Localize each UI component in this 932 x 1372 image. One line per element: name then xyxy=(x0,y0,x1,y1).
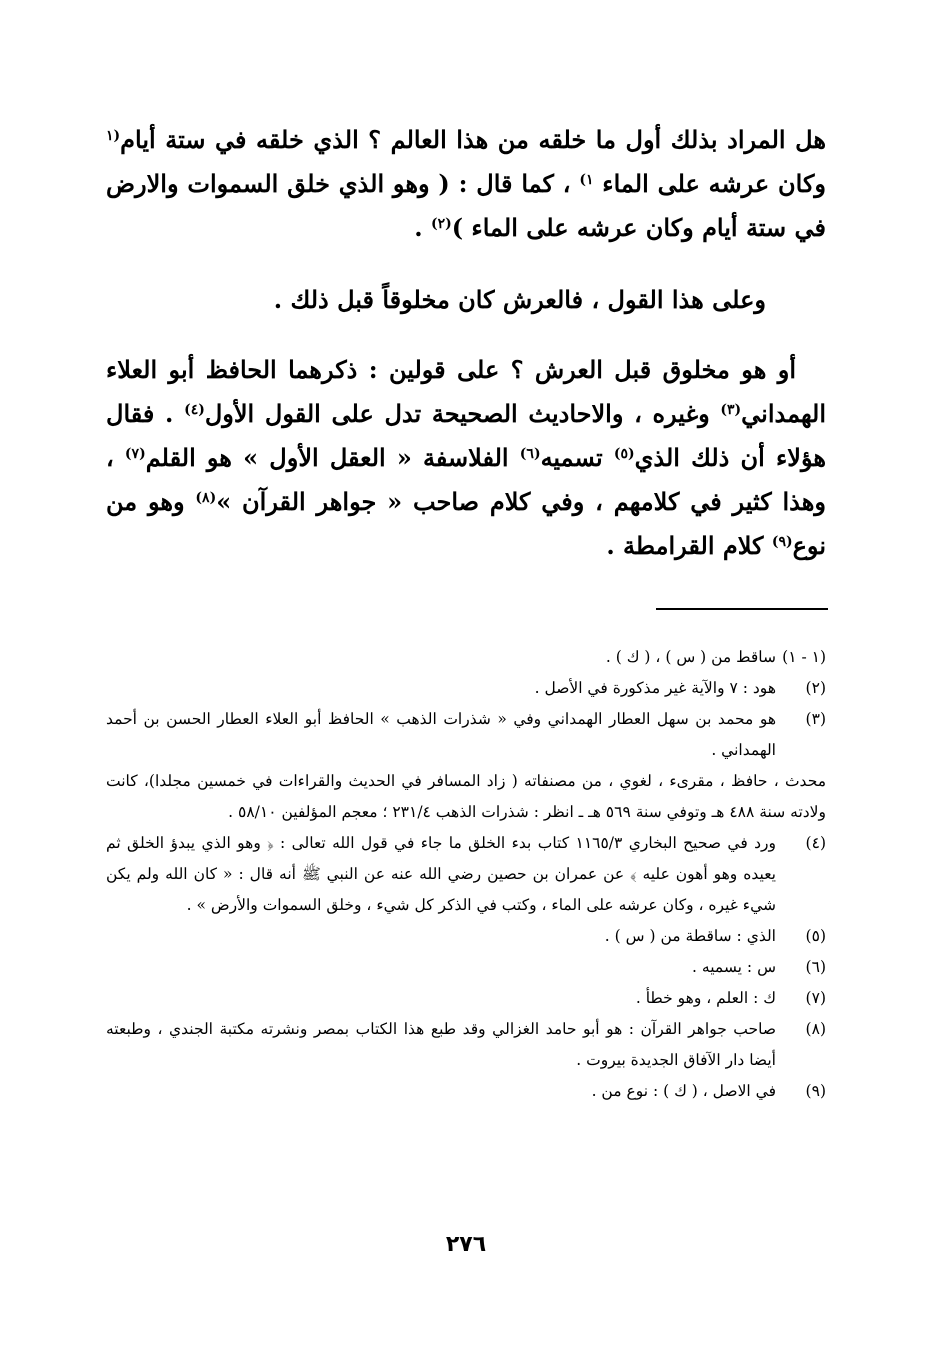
page-number: ٢٧٦ xyxy=(445,1232,487,1257)
text-run: كلام القرامطة . xyxy=(606,531,772,560)
footnote-text: ك : العلم ، وهو خطأ . xyxy=(635,989,776,1007)
footnotes xyxy=(106,642,826,1107)
footnote-2 xyxy=(106,673,826,704)
footnote-ref: (٥) xyxy=(613,446,635,462)
paragraph-3 xyxy=(106,348,826,568)
footnote-ref: (٦) xyxy=(519,446,541,462)
text-run: . xyxy=(414,213,431,242)
footnote-number: (٦) xyxy=(805,958,826,976)
footnote-number: (٥) xyxy=(805,927,826,945)
footnote-number: (٩) xyxy=(805,1082,826,1100)
footnote-7 xyxy=(106,983,826,1014)
footnote-number: (٧) xyxy=(805,989,826,1007)
text-run: وغيره ، والاحاديث الصحيحة تدل على القول الأول xyxy=(204,399,721,428)
footnote-ref: (٤) xyxy=(184,402,205,418)
footnote-text: الذي : ساقطة من ( س ) . xyxy=(604,927,776,945)
text-run: . فقال هؤلاء أن ذلك الذي xyxy=(106,399,826,472)
footnote-number: (٢) xyxy=(805,679,826,697)
footnote-text: ورد في صحيح البخاري ١١٦٥/٣ كتاب بدء الخلق ما جاء في قول الله تعالى : ﴿ وهو الذي يبدؤ الخلق ثم يعيده وهو أهون عليه ﴾ عن عمران بن حصين رضي الله عنه عن النبي ﷺ أنه قال : « كان الله ولم يكن شيء غيره ، وكان عرشه على الماء ، وكتب في الذكر كل شيء ، وخلق السموات والأرض » . xyxy=(106,834,776,914)
footnote-ref: (٩) xyxy=(771,534,793,550)
footnote-number: (٤) xyxy=(805,834,826,852)
footnote-text: س : يسميه . xyxy=(692,958,776,976)
text-run: ، كما قال : ( وهو الذي خلق السموات والارض في ستة أيام وكان عرشه على الماء ) xyxy=(106,169,826,242)
footnote-number: (١ - ١) xyxy=(782,648,826,666)
footnote-ref: (٧) xyxy=(124,446,146,462)
text-run: ، وهذا كثير في كلامهم ، وفي كلام صاحب « جواهر القرآن » xyxy=(106,443,827,516)
footnote-1 xyxy=(106,642,826,673)
footnote-9 xyxy=(106,1076,826,1107)
footnote-8 xyxy=(106,1014,826,1076)
paragraph-2: وعلى هذا القول ، فالعرش كان مخلوقاً قبل ذلك . xyxy=(273,285,766,314)
footnote-4 xyxy=(106,828,826,921)
footnote-ref: ١) xyxy=(579,172,594,188)
text-run: تسميه xyxy=(540,443,614,472)
footnote-6 xyxy=(106,952,826,983)
text-run: الفلاسفة « العقل الأول » هو القلم xyxy=(145,443,520,472)
footnote-ref: (٣) xyxy=(720,402,742,418)
footnote-3-continuation: محدث ، حافظ ، مقرىء ، لغوي ، من مصنفاته ( زاد المسافر في الحديث والقراءات في خمسين مجلدا)، كانت ولادته سنة ٤٨٨ هـ وتوفي سنة ٥٦٩ هـ ـ انظر : شذرات الذهب ٢٣١/٤ ؛ معجم المؤلفين ٥٨/١٠ . xyxy=(106,772,826,821)
footnote-ref: (١ xyxy=(106,128,121,144)
footnote-text: ساقط من ( س ) ، ( ك ) . xyxy=(605,648,776,666)
footnote-3 xyxy=(106,704,826,766)
footnote-text: في الاصل ، ( ك ) : نوع من . xyxy=(591,1082,776,1100)
footnote-ref: (٨) xyxy=(195,490,217,506)
paragraph-1 xyxy=(106,118,826,250)
footnote-number: (٣) xyxy=(805,710,826,728)
text-run: أو هو مخلوق قبل العرش ؟ على قولين : ذكرهما الحافظ أبو العلاء الهمداني xyxy=(106,355,827,428)
footnote-number: (٨) xyxy=(805,1020,826,1038)
footnote-5 xyxy=(106,921,826,952)
text-run: هل المراد بذلك أول ما خلقه من هذا العالم ؟ الذي خلقه في ستة أيام xyxy=(120,125,826,154)
footnote-separator xyxy=(656,608,828,610)
text-run: وكان عرشه على الماء xyxy=(593,169,826,198)
footnote-text: هود : ٧ والآية غير مذكورة في الأصل . xyxy=(534,679,776,697)
footnote-text: هو محمد بن سهل العطار الهمداني وفي « شذرات الذهب » الحافظ أبو العلاء العطار الحسن بن أحمد الهمداني . xyxy=(106,710,776,759)
main-text xyxy=(106,118,826,568)
footnote-ref: (٢) xyxy=(430,216,452,232)
footnote-text: صاحب جواهر القرآن : هو أبو حامد الغزالي وقد طبع هذا الكتاب بمصر ونشرته مكتبة الجندي ، وطبعته أيضا دار الآفاق الجديدة بيروت . xyxy=(106,1020,776,1069)
text-run: وهو من نوع xyxy=(106,487,826,560)
